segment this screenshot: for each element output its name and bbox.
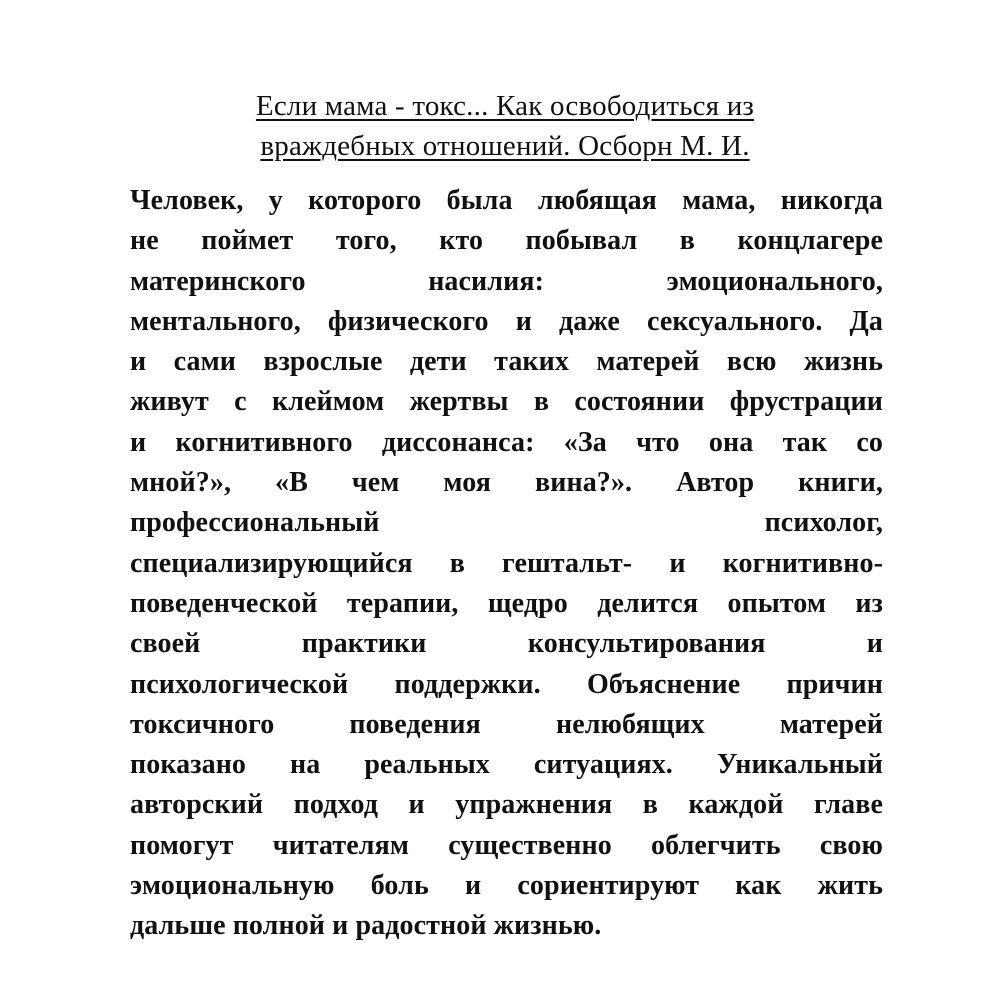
description-line: помогут читателям существенно облегчить свою (130, 829, 883, 861)
description-line: психологической поддержки. Объяснение причин (130, 668, 883, 700)
description-line: дальше полной и радостной жизнью. (130, 910, 602, 942)
book-description (130, 181, 883, 947)
description-line: показано на реальных ситуациях. Уникальный (130, 749, 883, 781)
description-line: специализирующийся в гештальт- и когнитивно- (130, 547, 883, 579)
description-line: не поймет того, кто побывал в концлагере (130, 225, 883, 257)
description-line: и сами взрослые дети таких матерей всю жизнь (130, 346, 883, 378)
description-line: Человек, у которого была любящая мама, никогда (130, 185, 883, 216)
description-line: материнского насилия: эмоционального, (130, 265, 883, 297)
title-line: Если мама - токс... Как освободиться из (255, 90, 755, 122)
description-line: эмоциональную боль и сориентируют как жить (130, 870, 883, 902)
description-line: ментального, физического и даже сексуального. Да (130, 305, 883, 337)
title-line: враждебных отношений. Осборн М. И. (260, 130, 750, 162)
description-line: поведенческой терапии, щедро делится опытом из (130, 587, 883, 619)
description-line: и когнитивного диссонанса: «За что она так со (130, 426, 883, 458)
description-line: токсичного поведения нелюбящих матерей (130, 708, 883, 740)
description-line: авторский подход и упражнения в каждой главе (130, 789, 883, 821)
description-line: профессиональный психолог, (130, 507, 883, 539)
book-title (130, 86, 880, 166)
description-line: своей практики консультирования и (130, 628, 883, 660)
description-line: живут с клеймом жертвы в состоянии фрустрации (130, 386, 883, 418)
description-line: мной?», «В чем моя вина?». Автор книги, (130, 467, 883, 499)
